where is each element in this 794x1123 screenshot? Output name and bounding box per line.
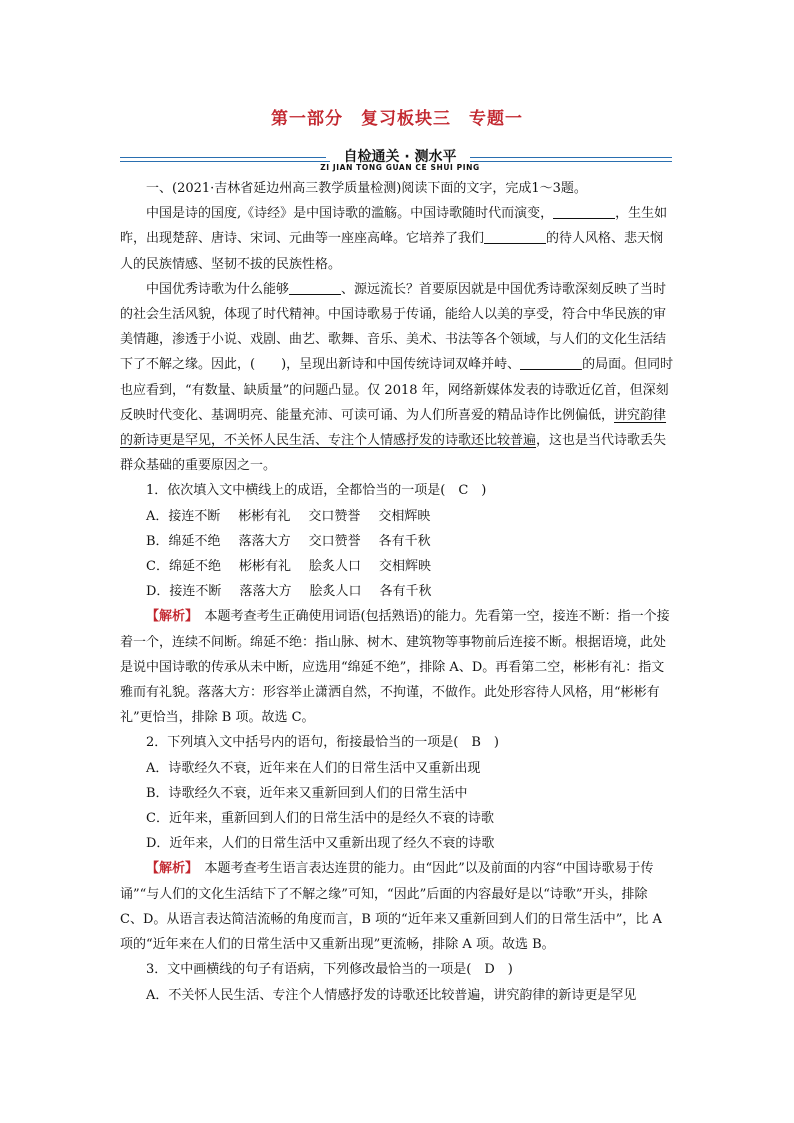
question-1-analysis xyxy=(120,604,674,730)
passage-text: ，这也是当代诗歌丢失群众基础的重要原因之一。 xyxy=(120,433,667,474)
passage-paragraph-1 xyxy=(120,201,674,277)
option-row: C．绵延不绝 彬彬有礼 脍炙人口 交相辉映 xyxy=(146,559,431,575)
analysis-label: 【解析】 xyxy=(146,609,192,625)
section-banner xyxy=(120,144,672,174)
question-2-analysis xyxy=(120,856,674,957)
question-intro: 一、(2021·吉林省延边州高三教学质量检测)阅读下面的文字，完成1～3题。 xyxy=(146,181,587,196)
option-row: D．近年来，人们的日常生活中又重新出现了经久不衰的诗歌 xyxy=(146,836,495,852)
fill-blank-3 xyxy=(289,280,341,295)
passage-text: 的局面。但同时也应看到，“有数量、缺质量”的问题凸显。仅 2018 年，网络新媒体发表的诗歌近亿首，但深刻反映时代变化、基调明亮、能量充沛、可读可诵、为人们所喜爱的精品诗作比例偏低， xyxy=(120,357,674,423)
option-row: C．近年来，重新回到人们的日常生活中的是经久不衰的诗歌 xyxy=(146,811,494,827)
underlined-sentence: 讲究韵律的新诗更是罕见，不关怀人民生活、专注个人情感抒发的诗歌还比较普遍 xyxy=(120,407,667,449)
question-1-stem: 1．依次填入文中横线上的成语，全都恰当的一项是( C ) xyxy=(146,483,487,499)
analysis-text: 本题考查考生正确使用词语(包括熟语)的能力。先看第一空，接连不断：指一个接着一个，连续不间断。绵延不绝：指山脉、树木、建筑物等事物前后连接不断。根据语境，此处是说中国诗歌的传承从未中断，应选用“绵延不绝”，排除 A、D。再看第二空，彬彬有礼：指文雅而有礼貌。落落大方：形容举止潇洒自然，不拘谨，不做作。此处形容待人风格，用“彬彬有礼”更恰当，排除 B 项。故选 C。 xyxy=(120,609,670,726)
fill-blank-1 xyxy=(553,204,615,219)
option-row: A．诗歌经久不衰，近年来在人们的日常生活中又重新出现 xyxy=(146,760,481,776)
option-row: D．接连不断 落落大方 脍炙人口 各有千秋 xyxy=(146,584,432,600)
analysis-text: 本题考查考生语言表达连贯的能力。由“因此”以及前面的内容“中国诗歌易于传诵”“与人们的文化生活结下了不解之缘”可知，“因此”后面的内容最好是以“诗歌”开头，排除 C、D。从语言表达简洁流畅的角度而言，B 项的“近年来又重新回到人们的日常生活中”，比 A 项的“近年来在人们的日常生活中又重新出现”更流畅，排除 A 项。故选 B。 xyxy=(120,861,662,953)
passage-text: 、源远流长？首要原因就是中国优秀诗歌深刻反映了当时的社会生活风貌，体现了时代精神。中国诗歌易于传诵，能给人以美的享受，符合中华民族的审美情趣，渗透于小说、戏剧、曲艺、歌舞、音乐、美术、书法等各个领域，与人们的文化生活结下了不解之缘。因此，( )，呈现出新诗和中国传统诗词双峰并峙、 xyxy=(120,281,667,373)
passage-text: 中国优秀诗歌为什么能够 xyxy=(146,281,290,297)
option-row: B．诗歌经久不衰，近年来又重新回到人们的日常生活中 xyxy=(146,785,468,801)
page-title: 第一部分 复习板块三 专题一 xyxy=(271,109,523,129)
analysis-label: 【解析】 xyxy=(146,861,192,877)
passage-text: ，生生如昨，出现楚辞、唐诗、宋词、元曲等一座座高峰。它培养了我们 xyxy=(120,206,668,247)
option-row: A．接连不断 彬彬有礼 交口赞誉 交相辉映 xyxy=(146,508,431,524)
fill-blank-4 xyxy=(520,355,582,370)
option-row: A．不关怀人民生活、专注个人情感抒发的诗歌还比较普遍，讲究韵律的新诗更是罕见 xyxy=(146,987,637,1003)
banner-rule-left xyxy=(120,157,326,158)
document-body xyxy=(120,176,674,1008)
question-3-stem: 3．文中画横线的句子有语病，下列修改最恰当的一项是( D ) xyxy=(146,962,513,978)
passage-paragraph-2 xyxy=(120,277,674,479)
banner-pinyin: ZI JIAN TONG GUAN CE SHUI PING xyxy=(320,163,480,172)
banner-rule-right xyxy=(470,157,672,158)
fill-blank-2 xyxy=(484,229,546,244)
question-2-stem: 2．下列填入文中括号内的语句，衔接最恰当的一项是( B ) xyxy=(146,735,499,751)
passage-text: 中国是诗的国度,《诗经》是中国诗歌的滥觞。中国诗歌随时代而演变， xyxy=(146,206,554,222)
passage-text: 的待人风格、悲天悯人的民族情感、坚韧不拔的民族性格。 xyxy=(120,231,664,272)
banner-label: 自检通关 · 测水平 xyxy=(330,146,470,166)
option-row: B．绵延不绝 落落大方 交口赞誉 各有千秋 xyxy=(146,533,431,549)
